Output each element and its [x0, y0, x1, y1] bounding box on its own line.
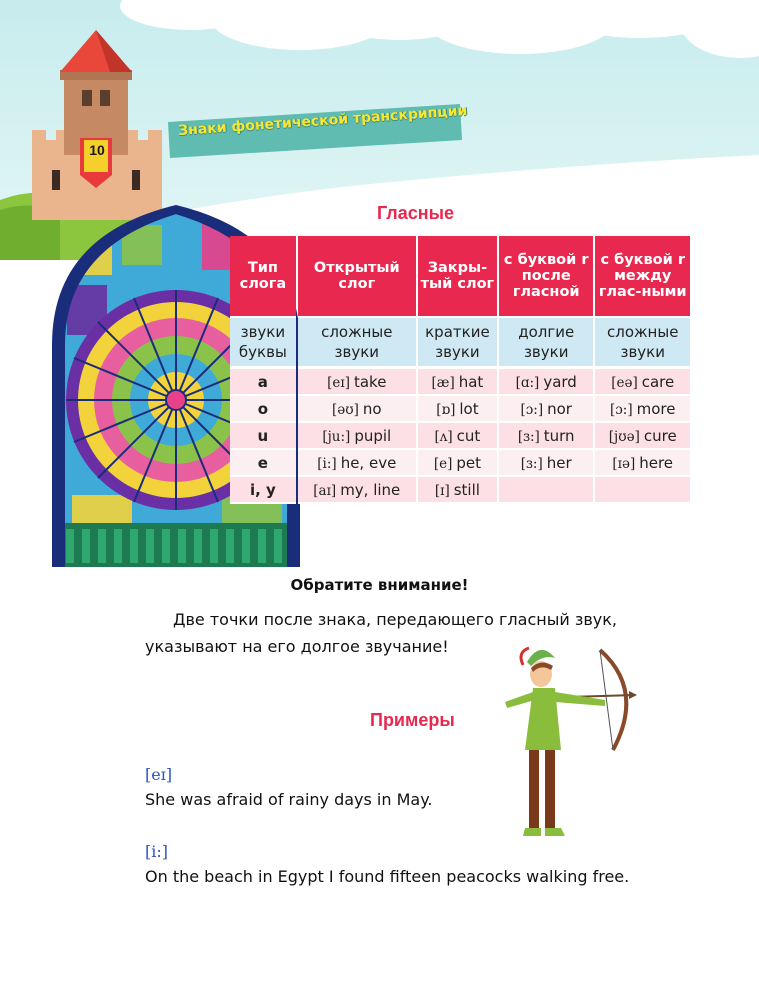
ipa-symbol: [ɜ:]	[520, 455, 543, 472]
table-row	[230, 477, 690, 504]
table-row	[230, 423, 690, 450]
archer-illustration	[495, 640, 645, 845]
sound-cell	[298, 423, 416, 450]
vowels-table	[228, 236, 692, 504]
table-header-cell: с буквой r между глас-ными	[595, 236, 690, 318]
examples-title: Примеры	[370, 710, 455, 730]
ipa-symbol: [ɔ:]	[609, 401, 633, 418]
table-subheader-cell: долгие звуки	[499, 318, 594, 369]
example-word: he, eve	[340, 453, 397, 472]
table-header-cell: Закры-тый слог	[418, 236, 497, 318]
sound-cell	[298, 369, 416, 396]
example-ipa: [i:]	[145, 842, 168, 861]
example-word: hat	[458, 372, 484, 391]
example-word: no	[362, 399, 382, 418]
example-word: nor	[547, 399, 572, 418]
ipa-symbol: [aɪ]	[313, 482, 337, 499]
table-header-row	[230, 236, 690, 318]
sound-cell	[418, 423, 497, 450]
ipa-symbol: [əʊ]	[332, 401, 359, 418]
table-subheader-cell: сложные звуки	[298, 318, 416, 369]
example-sentence: On the beach in Egypt I found fifteen peacocks walking free.	[145, 867, 630, 886]
example-word: take	[353, 372, 387, 391]
page-number: 10	[89, 142, 105, 158]
ipa-symbol: [eɪ]	[327, 374, 350, 391]
sound-cell	[595, 450, 690, 477]
vowels-title: Гласные	[377, 203, 455, 223]
letter-cell: u	[230, 423, 296, 450]
example-word: cut	[456, 426, 481, 445]
ipa-symbol: [ɜ:]	[517, 428, 540, 445]
ipa-symbol: [eə]	[611, 374, 638, 391]
note-text: Две точки после знака, передающего гласный звук, указывают на его долгое звучание!	[145, 610, 617, 656]
example-word: my, line	[340, 480, 401, 499]
sound-cell	[499, 396, 594, 423]
letter-cell: a	[230, 369, 296, 396]
letter-cell: e	[230, 450, 296, 477]
example-word: pupil	[354, 426, 392, 445]
ipa-symbol: [ʌ]	[434, 428, 453, 445]
table-subheader-cell: краткие звуки	[418, 318, 497, 369]
example-word: turn	[543, 426, 575, 445]
example-word: here	[639, 453, 674, 472]
ipa-symbol: [ɪə]	[612, 455, 636, 472]
table-header-cell: с буквой r после гласной	[499, 236, 594, 318]
sound-cell	[418, 477, 497, 504]
ipa-symbol: [æ]	[431, 374, 455, 391]
example-word: pet	[456, 453, 481, 472]
sound-cell	[298, 450, 416, 477]
example-word: care	[641, 372, 675, 391]
sound-cell	[595, 396, 690, 423]
sound-cell	[298, 477, 416, 504]
sound-cell	[595, 369, 690, 396]
sound-cell	[499, 369, 594, 396]
example-ipa: [eɪ]	[145, 765, 173, 784]
ipa-symbol: [ju:]	[322, 428, 351, 445]
table-subheader-cell: звуки буквы	[230, 318, 296, 369]
sound-cell	[418, 369, 497, 396]
ipa-symbol: [ɑ:]	[515, 374, 540, 391]
table-subheader-row	[230, 318, 690, 369]
letter-cell: o	[230, 396, 296, 423]
ipa-symbol: [ɪ]	[434, 482, 450, 499]
ipa-symbol: [ɔ:]	[520, 401, 544, 418]
sound-cell	[418, 450, 497, 477]
example-word: more	[636, 399, 676, 418]
table-row	[230, 396, 690, 423]
table-subheader-cell: сложные звуки	[595, 318, 690, 369]
example-word: cure	[643, 426, 677, 445]
example-sentence: She was afraid of rainy days in May.	[145, 790, 433, 809]
letter-cell: i, y	[230, 477, 296, 504]
sound-cell	[499, 477, 594, 504]
example-word: still	[453, 480, 480, 499]
table-header-cell: Тип слога	[230, 236, 296, 318]
note-title: Обратите внимание!	[290, 576, 469, 594]
sound-cell	[298, 396, 416, 423]
ipa-symbol: [ɒ]	[436, 401, 456, 418]
example-word: her	[546, 453, 572, 472]
table-row	[230, 369, 690, 396]
sound-cell	[418, 396, 497, 423]
ipa-symbol: [i:]	[317, 455, 337, 472]
ipa-symbol: [jʊə]	[608, 428, 640, 445]
header-ribbon-title: Знаки фонетической транскрипции	[177, 102, 468, 140]
sound-cell	[595, 477, 690, 504]
sound-cell	[595, 423, 690, 450]
sound-cell	[499, 423, 594, 450]
example-word: yard	[543, 372, 577, 391]
table-header-cell: Открытый слог	[298, 236, 416, 318]
example-word: lot	[459, 399, 479, 418]
ipa-symbol: [e]	[433, 455, 453, 472]
sound-cell	[499, 450, 594, 477]
table-row	[230, 450, 690, 477]
